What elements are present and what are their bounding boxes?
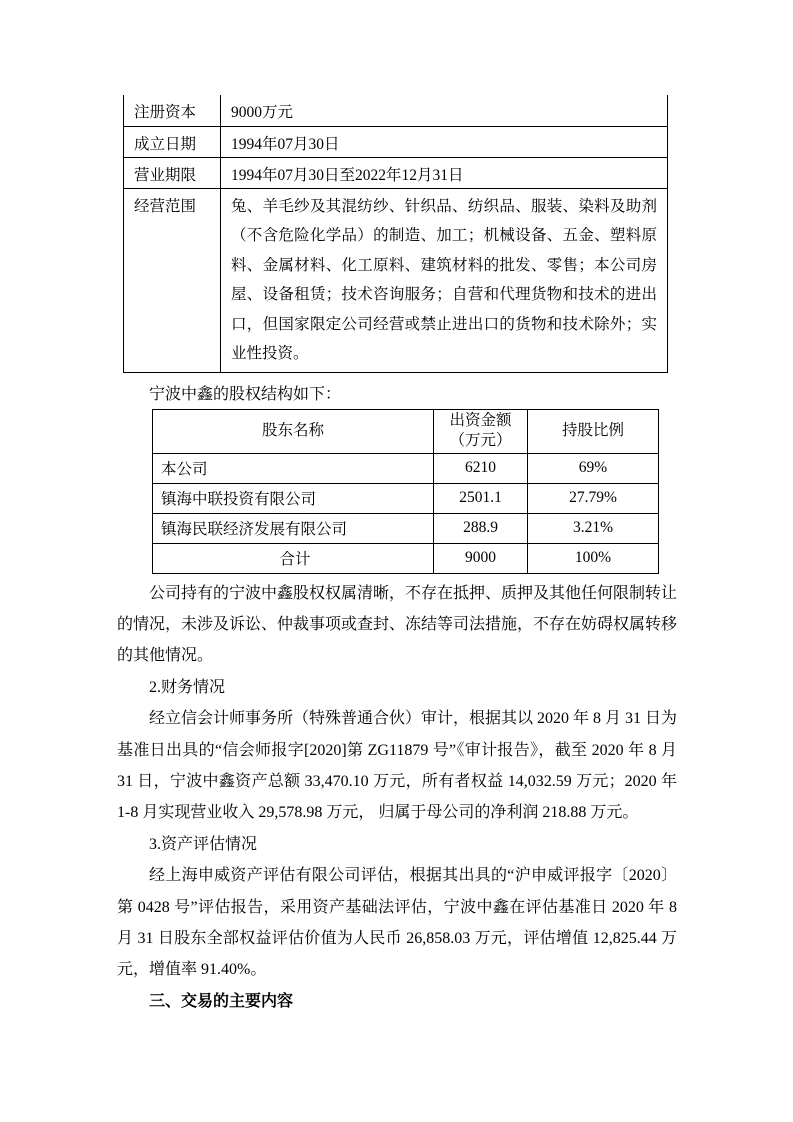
equity-table-header-row [153, 409, 659, 453]
shareholding-ratio: 3.21% [528, 513, 659, 543]
company-info-table [123, 95, 668, 373]
info-value: 1994年07月30日至2022年12月31日 [221, 157, 668, 188]
header-amount-line1: 出资金额 [449, 412, 512, 429]
shareholder-name: 镇海中联投资有限公司 [153, 483, 434, 513]
contribution-amount: 2501.1 [434, 483, 528, 513]
contribution-amount: 6210 [434, 453, 528, 483]
paragraph-finance: 经立信会计师事务所（特殊普通合伙）审计，根据其以 2020 年 8 月 31 日为基准日出具的“信会师报字[2020]第 ZG11879 号”《审计报告》，截至 2020 年 8 月 31 日，宁波中鑫资产总额 33,470.10 万元，所有者权益 14,032.59 万元；2020 年 1-8 月实现营业收入 29,578.98 万元， 归属于母公司的净利润 218.88 万元。 [117, 710, 678, 822]
info-value: 兔、羊毛纱及其混纺纱、针织品、纺织品、服装、染料及助剂（不含危险化学品）的制造、加工；机械设备、五金、塑料原料、金属材料、化工原料、建筑材料的批发、零售；本公司房屋、设备租赁；技术咨询服务；自营和代理货物和技术的进出口，但国家限定公司经营或禁止进出口的货物和技术除外；实业性投资。 [221, 188, 668, 372]
info-label: 注册资本 [124, 95, 221, 126]
shareholder-name: 镇海民联经济发展有限公司 [153, 513, 434, 543]
equity-structure-intro: 宁波中鑫的股权结构如下： [149, 385, 342, 403]
table-row [153, 513, 659, 543]
shareholder-name: 本公司 [153, 453, 434, 483]
paragraph-valuation: 经上海申威资产评估有限公司评估，根据其出具的“沪申威评报字〔2020〕第 0428 号”评估报告，采用资产基础法评估，宁波中鑫在评估基准日 2020 年 8 月 31 日股东全部权益评估价值为人民币 26,858.03 万元，评估增值 12,825.44 万元，增值率 91.40%。 [117, 867, 677, 979]
info-value: 1994年07月30日 [221, 126, 668, 157]
shareholding-ratio: 27.79% [528, 483, 659, 513]
shareholding-ratio: 100% [528, 543, 659, 573]
info-row-registered-capital [124, 95, 668, 126]
heading-valuation: 3.资产评估情况 [149, 835, 258, 853]
info-row-establish-date [124, 126, 668, 157]
header-shareholder-name: 股东名称 [153, 409, 434, 453]
contribution-amount: 288.9 [434, 513, 528, 543]
info-label: 成立日期 [124, 126, 221, 157]
info-label: 经营范围 [124, 188, 221, 372]
table-row-total [153, 543, 659, 573]
header-shareholding-ratio: 持股比例 [528, 409, 659, 453]
equity-structure-table [152, 409, 659, 574]
shareholding-ratio: 69% [528, 453, 659, 483]
header-contribution-amount [434, 409, 528, 453]
info-value: 9000万元 [221, 95, 668, 126]
info-label: 营业期限 [124, 157, 221, 188]
shareholder-name: 合计 [153, 543, 434, 573]
heading-finance: 2.财务情况 [149, 678, 226, 696]
page-content [117, 0, 677, 1017]
table-row [153, 483, 659, 513]
contribution-amount: 9000 [434, 543, 528, 573]
body-text [117, 578, 677, 1018]
header-amount-line2: （万元） [449, 432, 512, 449]
table-row [153, 453, 659, 483]
heading-section3: 三、交易的主要内容 [149, 992, 294, 1010]
paragraph-equity-ownership: 公司持有的宁波中鑫股权权属清晰，不存在抵押、质押及其他任何限制转让的情况，未涉及诉讼、仲裁事项或查封、冻结等司法措施，不存在妨碍权属转移的其他情况。 [117, 584, 678, 665]
info-row-business-term [124, 157, 668, 188]
info-row-business-scope [124, 188, 668, 372]
